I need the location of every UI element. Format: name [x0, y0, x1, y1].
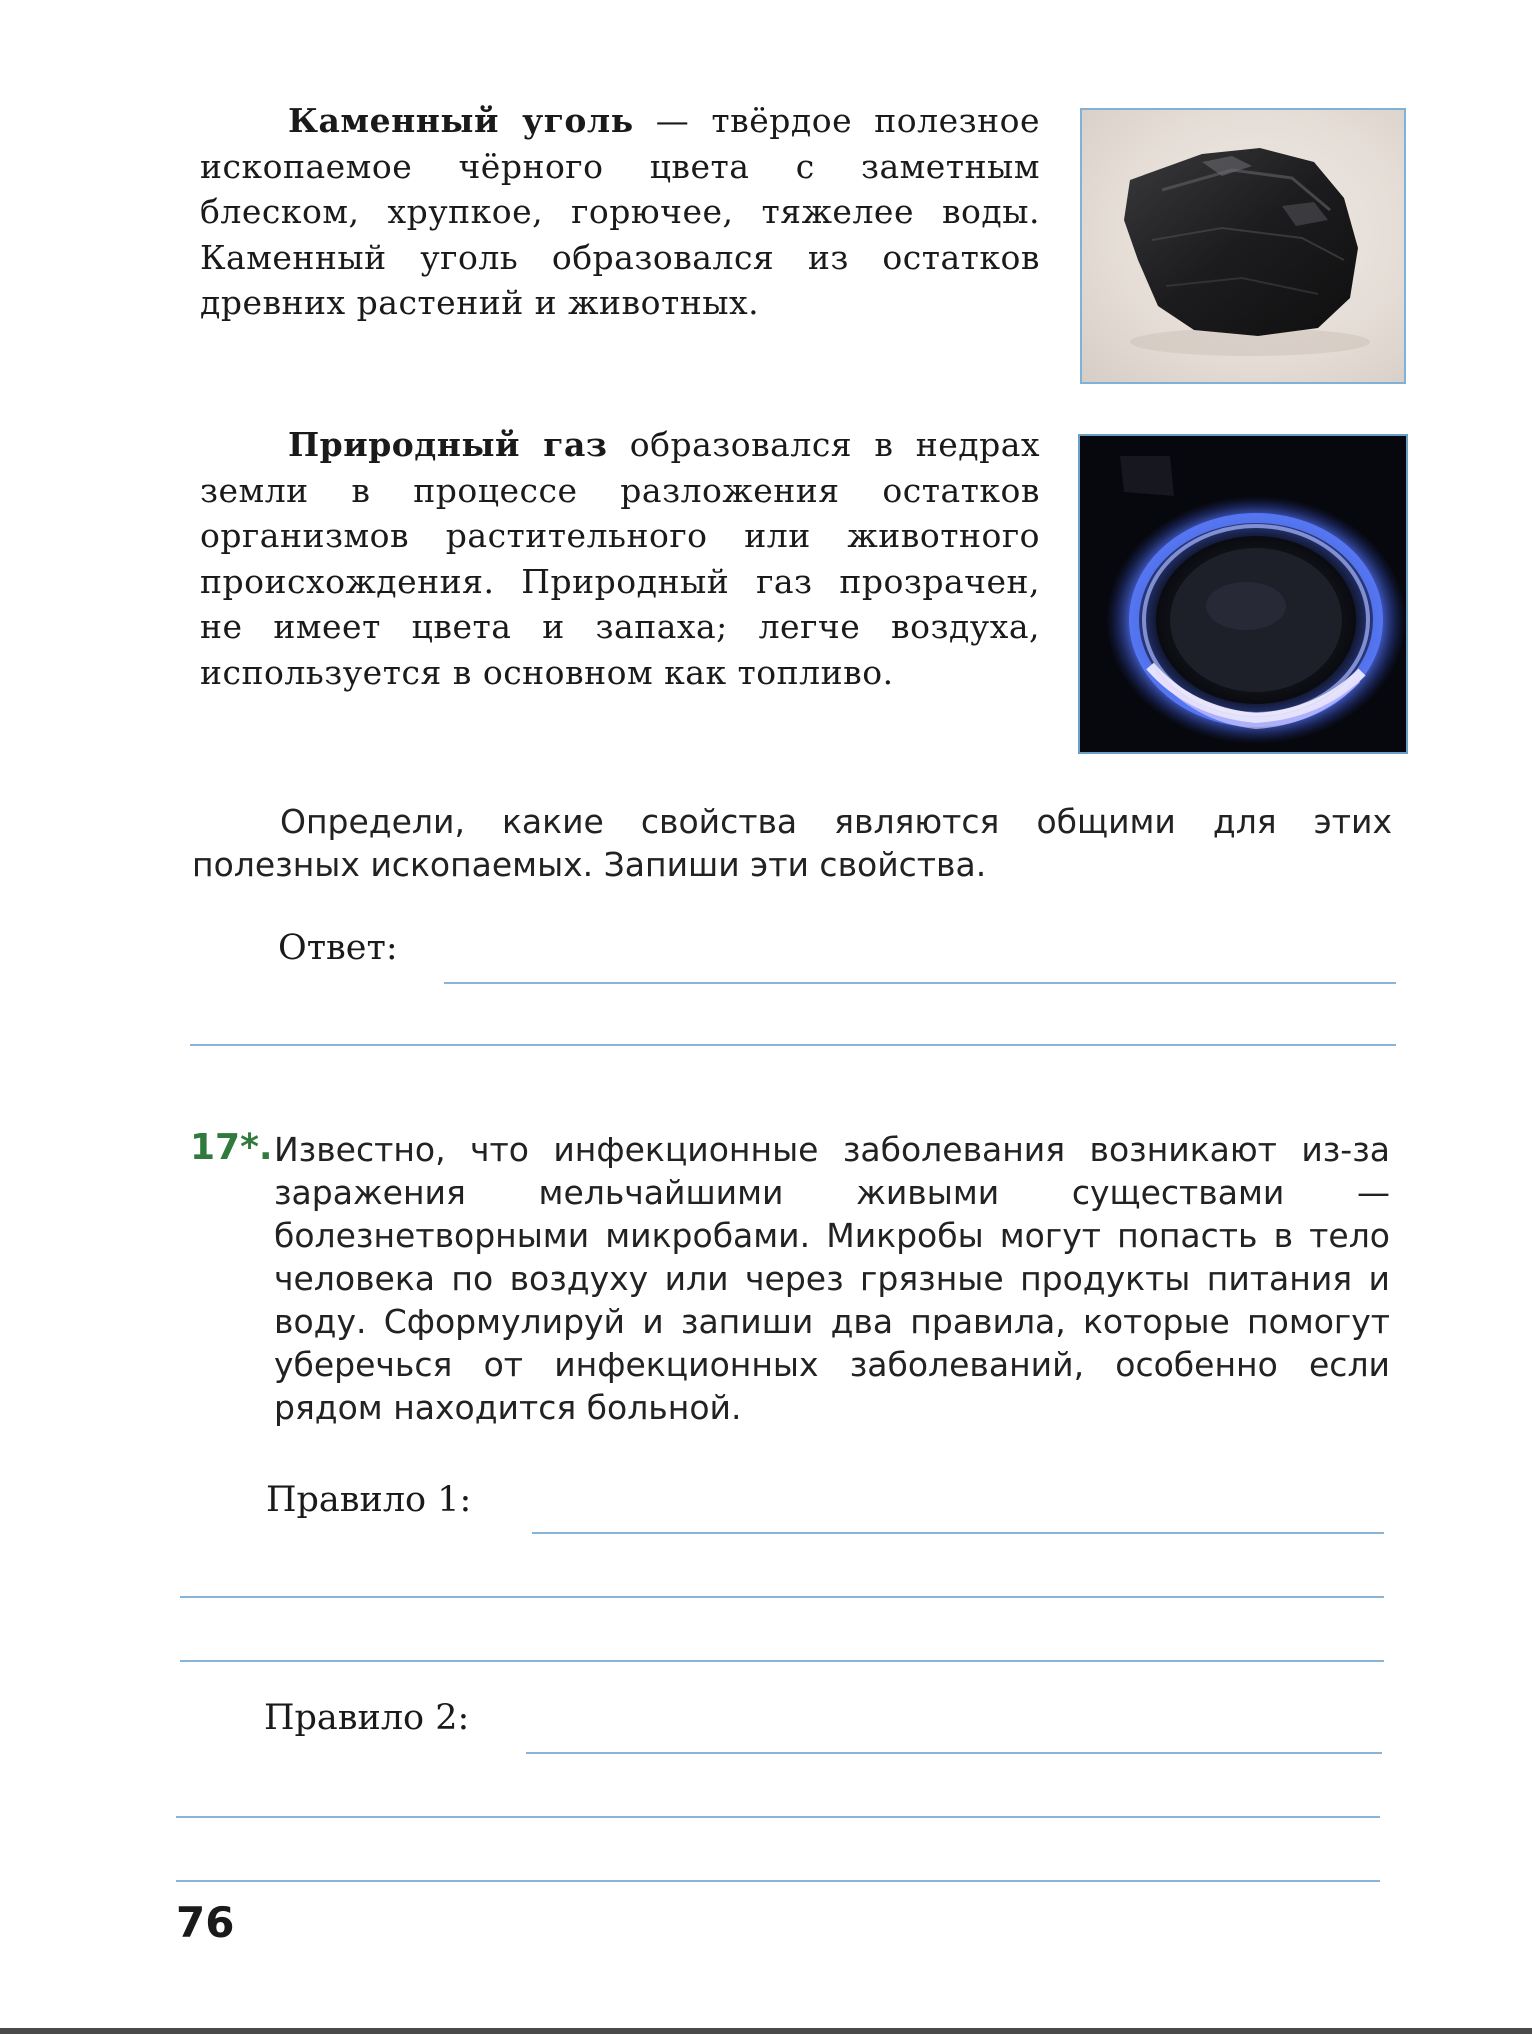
answer-label: Ответ:	[278, 928, 398, 968]
task17-number: 17*.	[190, 1127, 273, 1168]
gas-flame-image	[1080, 436, 1406, 752]
gas-term: Природный газ	[288, 425, 608, 464]
rule1-label: Правило 1:	[266, 1480, 472, 1520]
gas-paragraph	[200, 422, 1040, 695]
answer-line-1[interactable]	[444, 982, 1396, 984]
page-number: 76	[176, 1898, 235, 1947]
rule1-line-1[interactable]	[532, 1532, 1384, 1534]
rule2-line-3[interactable]	[176, 1880, 1380, 1882]
coal-paragraph	[200, 98, 1040, 326]
bottom-divider	[0, 2028, 1532, 2034]
rule1-line-3[interactable]	[180, 1660, 1384, 1662]
answer-line-2[interactable]	[190, 1044, 1396, 1046]
coal-term: Каменный уголь	[288, 101, 634, 140]
rule2-line-2[interactable]	[176, 1816, 1380, 1818]
coal-lump-image	[1082, 110, 1404, 382]
gas-burner-photo	[1078, 434, 1408, 754]
coal-description: — твёрдое полезное ископаемое чёрного цвета с заметным блеском, хрупкое, горючее, тяжелее воды. Каменный уголь образовался из остатков древних растений и животных.	[200, 101, 1040, 322]
rule2-line-1[interactable]	[526, 1752, 1382, 1754]
rule2-label: Правило 2:	[264, 1698, 470, 1738]
task17-text: Известно, что инфекционные заболевания возникают из-за заражения мельчайшими живыми существами — болезнетворными микробами. Микробы могут попасть в тело человека по воздуху или через грязные продукты питания и воду. Сформулируй и запиши два правила, которые помогут уберечься от инфекционных заболеваний, особенно если рядом находится больной.	[274, 1130, 1390, 1427]
coal-photo	[1080, 108, 1406, 384]
task16-question: Определи, какие свойства являются общими для этих полезных ископаемых. Запиши эти свойства.	[192, 802, 1392, 884]
rule1-line-2[interactable]	[180, 1596, 1384, 1598]
gas-description: образовался в недрах земли в процессе разложения остатков организмов растительного или животного происхождения. Природный газ прозрачен, не имеет цвета и запаха; легче воздуха, используется в основном как топливо.	[200, 425, 1040, 692]
